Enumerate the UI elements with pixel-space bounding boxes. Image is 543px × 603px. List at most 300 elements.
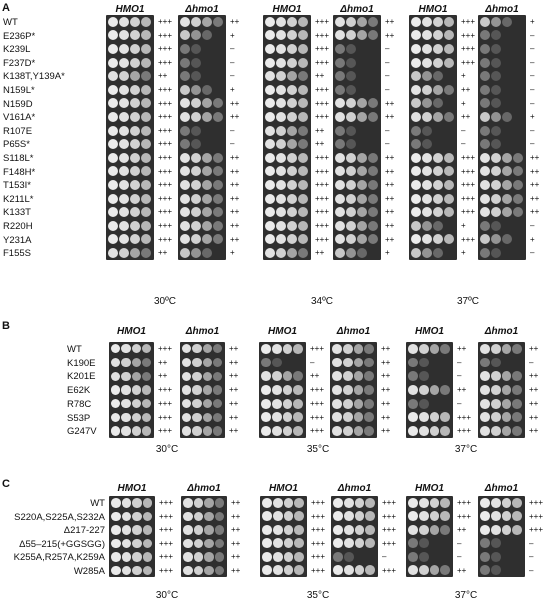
panel-a-growth-score: ++ <box>230 153 240 162</box>
panel-a-yeast-spot <box>130 180 140 190</box>
panel-a-yeast-spot <box>480 44 490 54</box>
panel-c-yeast-spot <box>419 498 429 508</box>
panel-a-growth-score: +++ <box>158 17 173 26</box>
panel-b-yeast-spot <box>408 385 418 395</box>
panel-a-yeast-spot <box>346 58 356 68</box>
panel-a-growth-score: ++ <box>385 193 395 203</box>
panel-a-strain-label: F148H* <box>3 166 36 178</box>
panel-a-yeast-spot <box>480 180 490 190</box>
panel-c-yeast-spot <box>408 525 418 535</box>
panel-a-strain-label: K239L <box>3 44 31 56</box>
panel-a-yeast-spot <box>191 153 201 163</box>
panel-c-yeast-spot <box>344 511 354 521</box>
panel-b-yeast-spot <box>261 399 271 409</box>
panel-a-yeast-spot <box>265 85 275 95</box>
panel-a-growth-score: +++ <box>461 207 476 217</box>
panel-b-growth-score: ++ <box>229 344 239 353</box>
panel-b-yeast-spot <box>121 426 130 435</box>
panel-b-temperature-label: 37°C <box>454 444 478 455</box>
panel-a-growth-score: +++ <box>315 234 330 244</box>
panel-a-yeast-spot <box>265 153 275 163</box>
panel-a-growth-score: + <box>530 112 535 122</box>
panel-a-growth-score: +++ <box>461 234 476 244</box>
panel-a-yeast-spot <box>287 17 297 27</box>
panel-c-yeast-spot <box>194 539 204 549</box>
panel-b-yeast-spot <box>354 426 364 436</box>
panel-a-yeast-spot <box>298 153 308 163</box>
panel-a-strain-label: N159D <box>3 98 33 110</box>
panel-a-yeast-spot <box>287 194 297 204</box>
panel-a-yeast-spot <box>411 44 421 54</box>
panel-a-growth-score: – <box>530 44 535 54</box>
panel-c-yeast-spot <box>273 565 283 575</box>
panel-a-strain-label: R107E <box>3 125 33 137</box>
panel-a-yeast-spot <box>276 112 286 122</box>
panel-a-yeast-spot <box>433 44 443 54</box>
panel-b-strain-label: S53P <box>67 412 91 424</box>
panel-a-yeast-spot <box>213 112 223 122</box>
panel-c-growth-score: +++ <box>159 538 174 548</box>
panel-a-yeast-spot <box>357 248 367 258</box>
panel-b-yeast-spot <box>419 412 429 422</box>
panel-a-growth-score: ++ <box>385 153 395 162</box>
panel-b-yeast-spot <box>192 426 201 435</box>
panel-b-growth-score: +++ <box>310 412 325 422</box>
panel-a-growth-score: ++ <box>230 112 240 122</box>
panel-b-yeast-spot <box>343 371 353 381</box>
panel-a-growth-score: ++ <box>530 153 540 162</box>
panel-a-yeast-spot <box>357 153 367 163</box>
panel-a-yeast-spot <box>213 153 223 163</box>
panel-b-growth-score: +++ <box>457 426 472 436</box>
panel-b-yeast-spot <box>272 344 282 354</box>
panel-a-yeast-spot <box>191 112 201 122</box>
panel-b-yeast-spot <box>272 385 282 395</box>
panel-a-yeast-spot <box>346 17 356 27</box>
panel-a-yeast-spot <box>213 17 223 27</box>
panel-a-growth-score: +++ <box>461 153 476 162</box>
panel-a-growth-score: ++ <box>230 98 240 108</box>
panel-c-yeast-spot <box>194 566 204 576</box>
panel-b-growth-score: ++ <box>381 398 391 408</box>
panel-c-yeast-spot <box>132 552 142 562</box>
panel-b-yeast-spot <box>142 413 151 422</box>
panel-a-yeast-spot <box>433 221 443 231</box>
panel-a-yeast-spot <box>491 17 501 27</box>
panel-b-yeast-spot <box>502 426 512 436</box>
panel-c-growth-score: – <box>457 538 462 548</box>
panel-a-yeast-spot <box>433 85 443 95</box>
panel-a-temperature-label: 30ºC <box>154 296 176 307</box>
panel-c-strain-label: Δ55–215(+GGSGG) <box>19 538 105 550</box>
panel-b-yeast-spot <box>430 344 440 354</box>
panel-b-yeast-spot <box>491 358 501 368</box>
panel-a-yeast-spot <box>433 17 443 27</box>
panel-a-yeast-spot <box>411 248 421 258</box>
panel-a-yeast-spot <box>213 221 223 231</box>
panel-a-yeast-spot <box>180 221 190 231</box>
panel-b-yeast-spot <box>182 385 191 394</box>
panel-c-growth-score: +++ <box>457 511 472 521</box>
panel-a-growth-score: – <box>530 71 535 81</box>
panel-a-yeast-spot <box>180 112 190 122</box>
panel-a-growth-score: – <box>530 139 535 149</box>
panel-a-yeast-spot <box>265 180 275 190</box>
panel-c-yeast-spot <box>273 538 283 548</box>
panel-a-yeast-spot <box>491 44 501 54</box>
panel-a-yeast-spot <box>422 58 432 68</box>
panel-a-yeast-spot <box>108 153 118 163</box>
panel-c-yeast-spot <box>194 498 204 508</box>
panel-a-yeast-spot <box>298 221 308 231</box>
panel-b-growth-score: ++ <box>381 371 391 381</box>
panel-a-growth-score: +++ <box>461 180 476 190</box>
panel-a-yeast-spot <box>130 44 140 54</box>
panel-c-yeast-spot <box>491 511 501 521</box>
panel-a-growth-score: ++ <box>230 193 240 203</box>
panel-c-yeast-spot <box>215 552 225 562</box>
panel-c-yeast-spot <box>480 565 490 575</box>
panel-a-growth-score: + <box>461 71 466 81</box>
panel-a-yeast-spot <box>276 153 286 163</box>
panel-a-yeast-spot <box>480 248 490 258</box>
panel-c-yeast-spot <box>480 511 490 521</box>
panel-b-yeast-spot <box>121 372 130 381</box>
panel-b-yeast-spot <box>480 385 490 395</box>
panel-c-yeast-spot <box>344 565 354 575</box>
panel-b-yeast-spot <box>283 344 293 354</box>
panel-a-growth-score: ++ <box>530 180 540 190</box>
panel-c-yeast-spot <box>194 552 204 562</box>
panel-c-yeast-spot <box>273 552 283 562</box>
panel-c-yeast-spot <box>273 498 283 508</box>
panel-a-growth-score: ++ <box>385 221 395 230</box>
panel-a-growth-score: +++ <box>461 30 476 40</box>
panel-a-yeast-spot <box>422 17 432 27</box>
panel-a-yeast-spot <box>265 248 275 258</box>
panel-a-growth-score: +++ <box>158 44 173 54</box>
panel-a-growth-score: – <box>385 85 390 94</box>
panel-a-yeast-spot <box>491 85 501 95</box>
panel-b-yeast-spot <box>408 426 418 436</box>
panel-c-yeast-spot <box>143 539 153 549</box>
panel-a-growth-score: – <box>385 139 390 149</box>
panel-c-yeast-spot <box>512 498 522 508</box>
panel-c-yeast-spot <box>480 525 490 535</box>
panel-b-yeast-spot <box>283 385 293 395</box>
panel-a-growth-score: +++ <box>461 44 476 54</box>
panel-a-yeast-spot <box>502 194 512 204</box>
panel-a-strain-label: V161A* <box>3 112 36 124</box>
panel-c-yeast-spot <box>273 525 283 535</box>
panel-b-yeast-spot <box>343 385 353 395</box>
panel-c-plate-image <box>109 496 155 577</box>
panel-a-yeast-spot <box>287 221 297 231</box>
panel-a-growth-score: + <box>461 248 466 258</box>
panel-c-yeast-spot <box>284 525 294 535</box>
panel-a-yeast-spot <box>119 194 129 204</box>
panel-c-genotype-title: HMO1 <box>117 483 147 494</box>
panel-a-temperature-label: 34ºC <box>311 296 333 307</box>
panel-b-yeast-spot <box>408 344 418 354</box>
panel-b-yeast-spot <box>142 426 151 435</box>
panel-a-yeast-spot <box>130 153 140 163</box>
panel-a-yeast-spot <box>335 44 345 54</box>
panel-b-growth-score: ++ <box>310 371 320 381</box>
panel-c-yeast-spot <box>419 525 429 535</box>
panel-c-growth-score: ++ <box>231 538 241 548</box>
panel-a-growth-score: +++ <box>315 17 330 26</box>
panel-a-yeast-spot <box>480 85 490 95</box>
panel-c-yeast-spot <box>491 552 501 562</box>
panel-c-yeast-spot <box>440 525 450 535</box>
panel-b-temperature-label: 30°C <box>155 444 179 455</box>
panel-a-yeast-spot <box>502 180 512 190</box>
panel-c-growth-score: +++ <box>382 565 397 575</box>
panel-b-growth-score: ++ <box>381 426 391 436</box>
panel-c-growth-score: +++ <box>382 511 397 521</box>
panel-b-yeast-spot <box>480 399 490 409</box>
panel-c-yeast-spot <box>122 539 132 549</box>
panel-b-yeast-spot <box>111 372 120 381</box>
panel-a-yeast-spot <box>287 44 297 54</box>
panel-a-growth-score: +++ <box>315 112 330 122</box>
panel-a-yeast-spot <box>411 194 421 204</box>
panel-a-yeast-spot <box>276 44 286 54</box>
panel-a-growth-score: +++ <box>315 85 330 94</box>
panel-a-strain-label: R220H <box>3 221 33 232</box>
panel-a-yeast-spot <box>357 17 367 27</box>
panel-b-yeast-spot <box>203 372 212 381</box>
panel-a-yeast-spot <box>411 153 421 163</box>
panel-a-yeast-spot <box>513 194 523 204</box>
panel-a-growth-score: +++ <box>461 57 476 67</box>
panel-a-growth-score: +++ <box>158 193 173 203</box>
panel-b-yeast-spot <box>480 358 490 368</box>
panel-b-yeast-spot <box>354 344 364 354</box>
panel-a-yeast-spot <box>108 44 118 54</box>
panel-a-growth-score: ++ <box>230 166 240 176</box>
panel-b-growth-score: ++ <box>229 398 239 408</box>
panel-a-yeast-spot <box>119 221 129 231</box>
panel-b-growth-score: +++ <box>457 412 472 422</box>
panel-a-strain-label: N159L* <box>3 85 35 96</box>
panel-a-yeast-spot <box>191 85 201 95</box>
panel-a-growth-score: – <box>530 57 535 67</box>
panel-a-yeast-spot <box>180 153 190 163</box>
panel-c-yeast-spot <box>122 552 132 562</box>
panel-a-growth-score: ++ <box>315 139 325 149</box>
panel-b-yeast-spot <box>111 385 120 394</box>
panel-a-yeast-spot <box>433 112 443 122</box>
panel-a-yeast-spot <box>335 85 345 95</box>
panel-b-growth-score: ++ <box>229 426 239 436</box>
panel-a-growth-score: +++ <box>315 193 330 203</box>
panel-b-growth-score: +++ <box>158 412 173 422</box>
panel-c-yeast-spot <box>512 525 522 535</box>
panel-a-yeast-spot <box>368 221 378 231</box>
panel-a-yeast-spot <box>276 194 286 204</box>
panel-c-growth-score: – <box>382 552 387 561</box>
panel-a-growth-score: +++ <box>158 207 173 217</box>
panel-c-yeast-spot <box>480 498 490 508</box>
panel-b-growth-score: ++ <box>229 412 239 422</box>
panel-b-yeast-spot <box>132 372 141 381</box>
panel-c-growth-score: ++ <box>231 511 241 521</box>
panel-a-yeast-spot <box>119 248 129 258</box>
panel-b-yeast-spot <box>213 372 222 381</box>
panel-b-genotype-title: Δhmo1 <box>336 326 371 337</box>
panel-b-yeast-spot <box>192 399 201 408</box>
panel-a-yeast-spot <box>422 180 432 190</box>
panel-b-strain-label: K190E <box>67 357 96 369</box>
panel-c-genotype-title: HMO1 <box>415 483 444 494</box>
panel-c-growth-score: +++ <box>382 525 397 534</box>
panel-b-yeast-spot <box>491 344 501 354</box>
panel-a-yeast-spot <box>335 153 345 163</box>
panel-b-yeast-spot <box>332 385 342 395</box>
panel-a-strain-label: S118L* <box>3 153 34 164</box>
panel-c-yeast-spot <box>132 525 142 535</box>
panel-a-yeast-spot <box>141 44 151 54</box>
panel-c-yeast-spot <box>132 512 142 522</box>
panel-c-yeast-spot <box>204 539 214 549</box>
panel-a-yeast-spot <box>335 58 345 68</box>
panel-a-growth-score: – <box>530 85 535 94</box>
panel-a-yeast-spot <box>502 153 512 163</box>
panel-c-yeast-spot <box>502 498 512 508</box>
panel-a-strain-label: K133T <box>3 207 31 219</box>
panel-b-yeast-spot <box>491 412 501 422</box>
panel-a-yeast-spot <box>480 112 490 122</box>
panel-b-yeast-spot <box>213 413 222 422</box>
panel-a-yeast-spot <box>191 44 201 54</box>
panel-b-growth-score: +++ <box>158 398 173 408</box>
panel-a-yeast-spot <box>357 112 367 122</box>
panel-b-yeast-spot <box>192 372 201 381</box>
panel-c-growth-score: – <box>529 565 534 575</box>
panel-a-yeast-spot <box>287 248 297 258</box>
panel-b-yeast-spot <box>343 426 353 436</box>
panel-c-yeast-spot <box>204 552 214 562</box>
panel-a-yeast-spot <box>202 221 212 231</box>
panel-c-growth-score: ++ <box>457 565 467 575</box>
panel-a-yeast-spot <box>480 17 490 27</box>
panel-b-yeast-spot <box>430 426 440 436</box>
panel-a-yeast-spot <box>130 17 140 27</box>
panel-a-growth-score: – <box>230 139 235 149</box>
panel-a-growth-score: +++ <box>158 221 173 230</box>
panel-a-yeast-spot <box>108 85 118 95</box>
panel-a-yeast-spot <box>444 153 454 163</box>
panel-a-genotype-title: HMO1 <box>115 4 145 15</box>
panel-c-strain-label: S220A,S225A,S232A <box>14 511 105 523</box>
panel-a-yeast-spot <box>108 58 118 68</box>
panel-b-yeast-spot <box>203 399 212 408</box>
panel-b-yeast-spot <box>132 413 141 422</box>
panel-a-growth-score: +++ <box>158 153 173 162</box>
panel-c-yeast-spot <box>183 566 193 576</box>
panel-b-growth-score: ++ <box>381 357 391 367</box>
panel-c-yeast-spot <box>183 552 193 562</box>
panel-b-growth-score: ++ <box>457 385 467 395</box>
panel-a-growth-score: ++ <box>230 17 240 26</box>
panel-b-yeast-spot <box>354 399 364 409</box>
panel-a-yeast-spot <box>480 194 490 204</box>
panel-c-yeast-spot <box>111 512 121 522</box>
panel-a-yeast-spot <box>191 180 201 190</box>
panel-c-yeast-spot <box>419 511 429 521</box>
panel-a-yeast-spot <box>276 180 286 190</box>
panel-b-yeast-spot <box>213 426 222 435</box>
panel-b-letter: B <box>2 320 10 332</box>
panel-b-yeast-spot <box>491 371 501 381</box>
panel-a-yeast-spot <box>119 17 129 27</box>
panel-b-growth-score: ++ <box>529 385 539 395</box>
panel-b-yeast-spot <box>142 385 151 394</box>
panel-b-yeast-spot <box>272 399 282 409</box>
panel-a-growth-score: +++ <box>158 57 173 67</box>
panel-a-genotype-title: Δhmo1 <box>340 4 374 15</box>
panel-a-growth-score: – <box>385 44 390 54</box>
panel-b-growth-score: +++ <box>310 344 325 353</box>
panel-a-yeast-spot <box>202 112 212 122</box>
panel-c-yeast-spot <box>355 525 365 535</box>
panel-b-yeast-spot <box>293 385 303 395</box>
panel-a-genotype-title: Δhmo1 <box>185 4 219 15</box>
panel-b-growth-score: ++ <box>529 426 539 436</box>
panel-a-yeast-spot <box>130 221 140 231</box>
panel-a-yeast-spot <box>180 85 190 95</box>
panel-a-growth-score: ++ <box>385 98 395 108</box>
panel-c-yeast-spot <box>262 538 272 548</box>
panel-c-growth-score: +++ <box>159 525 174 534</box>
panel-a-yeast-spot <box>422 153 432 163</box>
panel-a-yeast-spot <box>202 180 212 190</box>
panel-a-yeast-spot <box>202 194 212 204</box>
panel-a-yeast-spot <box>298 85 308 95</box>
panel-b-yeast-spot <box>203 413 212 422</box>
panel-a-yeast-spot <box>202 85 212 95</box>
panel-a-yeast-spot <box>287 112 297 122</box>
panel-a-yeast-spot <box>191 221 201 231</box>
panel-a-yeast-spot <box>180 126 190 136</box>
panel-b-yeast-spot <box>192 344 201 353</box>
panel-a-yeast-spot <box>411 112 421 122</box>
panel-a-yeast-spot <box>433 180 443 190</box>
panel-b-yeast-spot <box>512 344 522 354</box>
panel-a-yeast-spot <box>202 17 212 27</box>
panel-c-yeast-spot <box>365 498 375 508</box>
panel-c-yeast-spot <box>408 565 418 575</box>
panel-b-yeast-spot <box>343 358 353 368</box>
panel-b-growth-score: ++ <box>158 371 168 381</box>
panel-a-growth-score: +++ <box>158 85 173 94</box>
panel-a-strain-label: Y231A <box>3 234 32 246</box>
panel-a-growth-score: – <box>230 44 235 54</box>
panel-c-growth-score: +++ <box>311 552 326 561</box>
panel-a-yeast-spot <box>265 17 275 27</box>
panel-a-yeast-spot <box>513 180 523 190</box>
panel-a-yeast-spot <box>265 221 275 231</box>
panel-a-yeast-spot <box>335 126 345 136</box>
panel-c-yeast-spot <box>491 525 501 535</box>
panel-a-strain-label: K138T,Y139A* <box>3 71 65 83</box>
panel-a-growth-score: +++ <box>315 221 330 230</box>
panel-a-strain-label: K211L* <box>3 193 34 205</box>
panel-b-strain-label: K201E <box>67 371 96 383</box>
panel-c-yeast-spot <box>480 552 490 562</box>
